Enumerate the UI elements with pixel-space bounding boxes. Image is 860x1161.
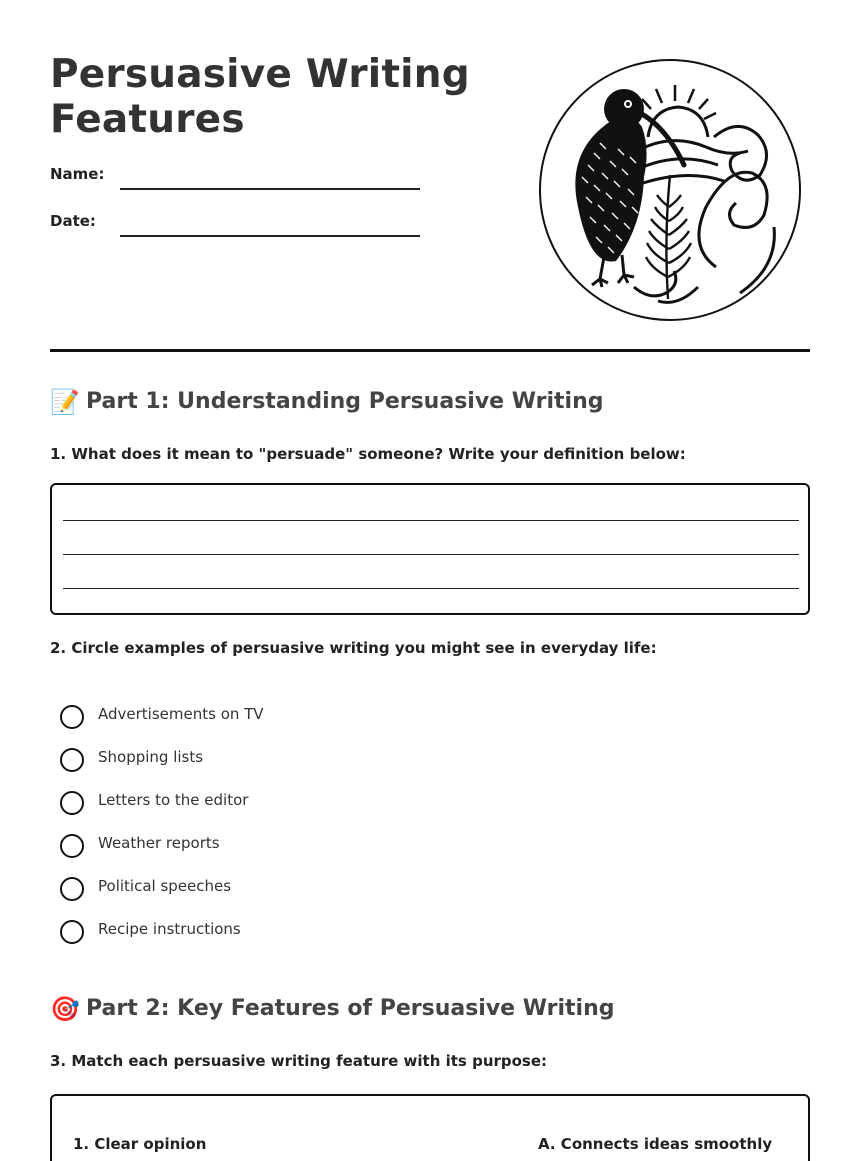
option-label: Recipe instructions — [98, 920, 241, 938]
option-political-speeches[interactable] — [60, 872, 460, 902]
name-field[interactable] — [50, 162, 420, 192]
feature-item[interactable]: 1. Clear opinion — [73, 1135, 207, 1153]
name-write-line[interactable] — [120, 188, 420, 190]
option-circle[interactable] — [60, 877, 84, 901]
option-circle[interactable] — [60, 705, 84, 729]
page-title — [50, 52, 490, 142]
date-write-line[interactable] — [120, 235, 420, 237]
option-letters-to-the-editor[interactable] — [60, 786, 460, 816]
answer-line[interactable] — [63, 554, 799, 555]
matching-box — [50, 1094, 810, 1161]
option-circle[interactable] — [60, 748, 84, 772]
purpose-item[interactable]: A. Connects ideas smoothly — [538, 1135, 773, 1153]
name-label: Name: — [50, 165, 105, 183]
option-circle[interactable] — [60, 791, 84, 815]
worksheet-header — [50, 0, 810, 352]
part1-title: Part 1: Understanding Persuasive Writing — [86, 389, 604, 414]
question-2: 2. Circle examples of persuasive writing you might see in everyday life: — [50, 639, 657, 657]
option-circle[interactable] — [60, 920, 84, 944]
answer-line[interactable] — [63, 520, 799, 521]
option-recipe-instructions[interactable] — [60, 915, 460, 945]
option-weather-reports[interactable] — [60, 829, 460, 859]
question-3: 3. Match each persuasive writing feature with its purpose: — [50, 1052, 548, 1070]
date-field[interactable] — [50, 209, 420, 239]
definition-answer-box[interactable] — [50, 483, 810, 615]
title-line-1: Persuasive Writing — [50, 52, 470, 97]
part2-title: Part 2: Key Features of Persuasive Writing — [86, 996, 615, 1021]
question-1: 1. What does it mean to "persuade" someone? Write your definition below: — [50, 445, 686, 463]
option-label: Advertisements on TV — [98, 705, 264, 723]
option-circle[interactable] — [60, 834, 84, 858]
part2-heading — [50, 995, 615, 1023]
worksheet-page — [50, 0, 810, 1153]
target-icon: 🎯 — [50, 995, 80, 1023]
memo-icon: 📝 — [50, 388, 80, 416]
option-advertisements-on-tv[interactable] — [60, 700, 460, 730]
title-line-2: Features — [50, 97, 245, 142]
option-label: Letters to the editor — [98, 791, 249, 809]
option-shopping-lists[interactable] — [60, 743, 460, 773]
option-label: Shopping lists — [98, 748, 204, 766]
date-label: Date: — [50, 212, 96, 230]
option-label: Weather reports — [98, 834, 220, 852]
answer-line[interactable] — [63, 588, 799, 589]
part1-heading — [50, 388, 603, 416]
kiwi-bird-fern-sun-emblem-icon — [538, 57, 802, 323]
option-label: Political speeches — [98, 877, 232, 895]
